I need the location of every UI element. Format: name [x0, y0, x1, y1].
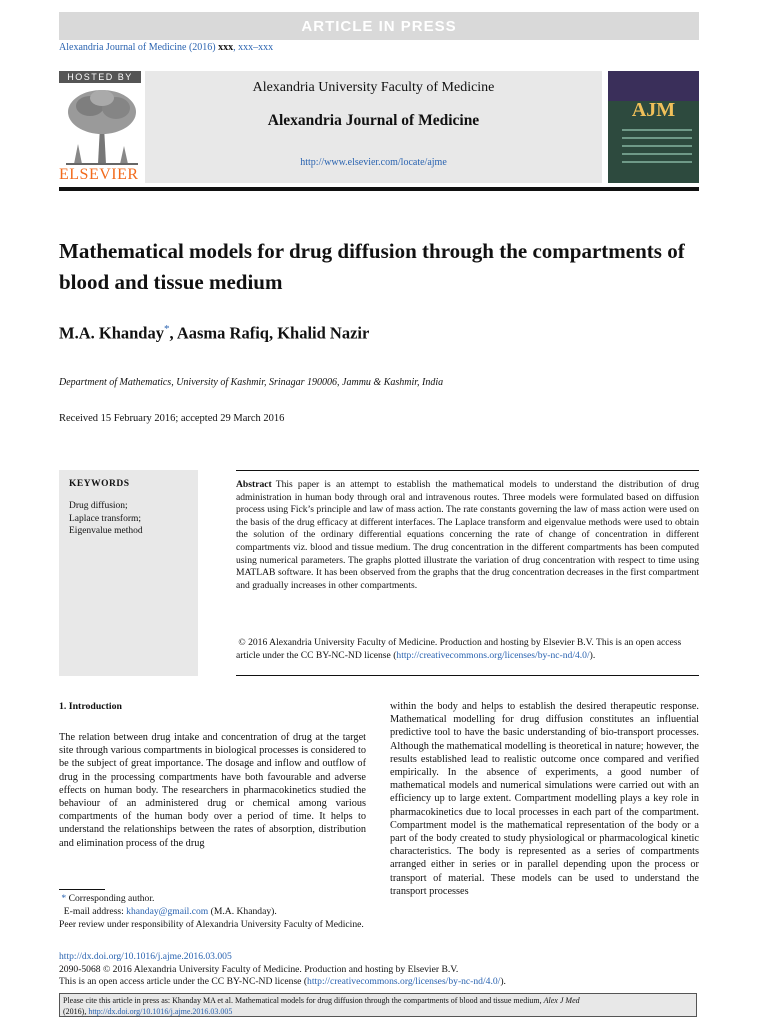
abstract-rule-bottom	[236, 675, 699, 676]
header-divider	[59, 187, 699, 191]
oa-end: ).	[500, 976, 506, 987]
cover-decoration	[622, 129, 692, 169]
affiliation: Department of Mathematics, University of Kashmir, Srinagar 190006, Jammu & Kashmir, India	[59, 377, 444, 388]
article-in-press-banner: ARTICLE IN PRESS	[59, 12, 699, 40]
cover-header-band	[608, 71, 699, 101]
journal-ref-pages: , xxx–xxx	[233, 42, 274, 53]
footnote-star: *	[61, 893, 67, 904]
email-label: E-mail address:	[63, 906, 127, 917]
journal-ref-text: Alexandria Journal of Medicine (2016)	[59, 42, 216, 53]
intro-right-column: within the body and helps to establish the desired therapeutic response. Mathematical modelling for drug diffusion constitutes an influential predictive tool to have the basic understanding of bio-transport processes. Although the mathematical modelling is theoretical in nature; however, the results established lead to realistic outcome once compared and verified empirically. In the absence of experiments, a good number of mathematical models and numerical simulations were carried out with an efficiency up to large extent. Compartment modelling plays a key role in pharmacokinetics due to local processes in each part of the compartment. Compartment model is the mathematical representation of the body or a part of the body created to study physiological or pharmacological kinetic characteristics. The body is represented as a series of compartments arranged either in series or in parallel depending upon the process or transport of material. These models can be used to understand the transport processes	[390, 701, 699, 897]
oa-license-link[interactable]: http://creativecommons.org/licenses/by-nc-nd/4.0/	[307, 976, 501, 987]
email-footnote	[59, 905, 366, 918]
peer-review-note: Peer review under responsibility of Alexandria University Faculty of Medicine.	[59, 919, 364, 930]
journal-ref-volume: xxx	[218, 42, 234, 53]
author-list	[59, 323, 369, 344]
keyword-item: Eigenvalue method	[69, 526, 143, 536]
bottom-matter	[59, 951, 699, 989]
cite-text: Please cite this article in press as: Khanday MA et al. Mathematical models for drug diffusion through the compartments of blood and tissue medium,	[63, 996, 544, 1005]
section-heading-introduction: 1. Introduction	[59, 701, 122, 712]
journal-name: Alexandria Journal of Medicine	[267, 112, 480, 129]
cite-journal: Alex J Med	[543, 996, 580, 1005]
received-dates: Received 15 February 2016; accepted 29 March 2016	[59, 413, 285, 424]
cite-year: (2016),	[63, 1007, 89, 1016]
corresponding-footnote	[59, 892, 366, 905]
abstract-copyright-text: © 2016 Alexandria University Faculty of Medicine. Production and hosting by Elsevier B.V. This is an open access article under the CC BY-NC-ND license (	[236, 637, 682, 661]
footnotes	[59, 892, 366, 931]
corresponding-label: Corresponding author.	[68, 893, 155, 904]
journal-cover-image	[608, 71, 699, 183]
citation-box	[59, 993, 697, 1017]
abstract-label: Abstract	[236, 479, 272, 490]
abstract	[236, 479, 699, 592]
doi-link[interactable]: http://dx.doi.org/10.1016/j.ajme.2016.03.005	[59, 951, 232, 962]
elsevier-logo-text: ELSEVIER	[59, 166, 139, 183]
open-access-line	[59, 976, 699, 989]
elsevier-tree-logo-icon	[60, 86, 142, 166]
issn-line: 2090-5068 © 2016 Alexandria University Faculty of Medicine. Production and hosting by Elsevier B.V.	[59, 963, 459, 975]
keyword-item: Drug diffusion;	[69, 501, 128, 511]
intro-left-column: The relation between drug intake and concentration of drug at the target site through various compartments in biological processes is considered to be the subject of great importance. The dosage and inflow and outflow of drug in the processing compartments have both favourable and adverse effects on human body. The researchers in pharmacokinetics studied the behaviour of an administered drug or chemical among various compartments of the human body over a period of time. It helps to understand the relationships between the rates of absorption, distribution and elimination process of the drug	[59, 732, 366, 849]
oa-text: This is an open access article under the CC BY-NC-ND license (	[59, 976, 308, 987]
hosted-by-label: HOSTED BY	[59, 71, 141, 83]
abstract-copyright-end: ).	[589, 649, 596, 661]
cite-doi-link[interactable]: http://dx.doi.org/10.1016/j.ajme.2016.03.005	[88, 1007, 233, 1016]
cover-logo: AJM	[631, 99, 676, 121]
author-khanday[interactable]: M.A. Khanday	[59, 323, 164, 343]
license-link[interactable]: http://creativecommons.org/licenses/by-nc-nd/4.0/	[396, 649, 590, 661]
corresponding-author-marker[interactable]: *	[163, 323, 170, 335]
journal-homepage-link[interactable]: http://www.elsevier.com/locate/ajme	[300, 157, 447, 168]
faculty-name: Alexandria University Faculty of Medicine	[252, 80, 495, 95]
abstract-rule-top	[236, 470, 699, 471]
email-tail: (M.A. Khanday).	[208, 906, 277, 917]
abstract-copyright	[236, 637, 699, 662]
article-title: Mathematical models for drug diffusion through the compartments of blood and tissue medium	[59, 239, 685, 294]
journal-reference[interactable]	[59, 42, 273, 53]
footnote-rule	[59, 889, 105, 890]
keywords-list	[69, 500, 143, 538]
keyword-item: Laplace transform;	[69, 513, 142, 524]
keywords-heading: KEYWORDS	[69, 479, 130, 489]
abstract-text: This paper is an attempt to establish the mathematical models to understand the distribution of drug administration in human body through oral and intravenous routes. Three models were formulated based on diffusion process using Fick’s principle and law of mass action. The rate constants governing the law of mass action were used on the basis of the drug efficacy at different interfaces. The Laplace transform and eigenvalue methods were used to obtain the solution of the ordinary differential equations concerning the rate of change of concentration in different compartments viz. blood and tissue medium. The drug concentration in the different compartments has been computed using numerical parameters. The graphs plotted illustrate the variation of drug concentration with respect to time using MATLAB software. It has been observed from the graphs that the drug concentration decreases in the first compartment and gradually increases in other compartments.	[236, 479, 699, 591]
author-others[interactable]: , Aasma Rafiq, Khalid Nazir	[169, 323, 370, 343]
author-email-link[interactable]: khanday@gmail.com	[126, 906, 209, 917]
